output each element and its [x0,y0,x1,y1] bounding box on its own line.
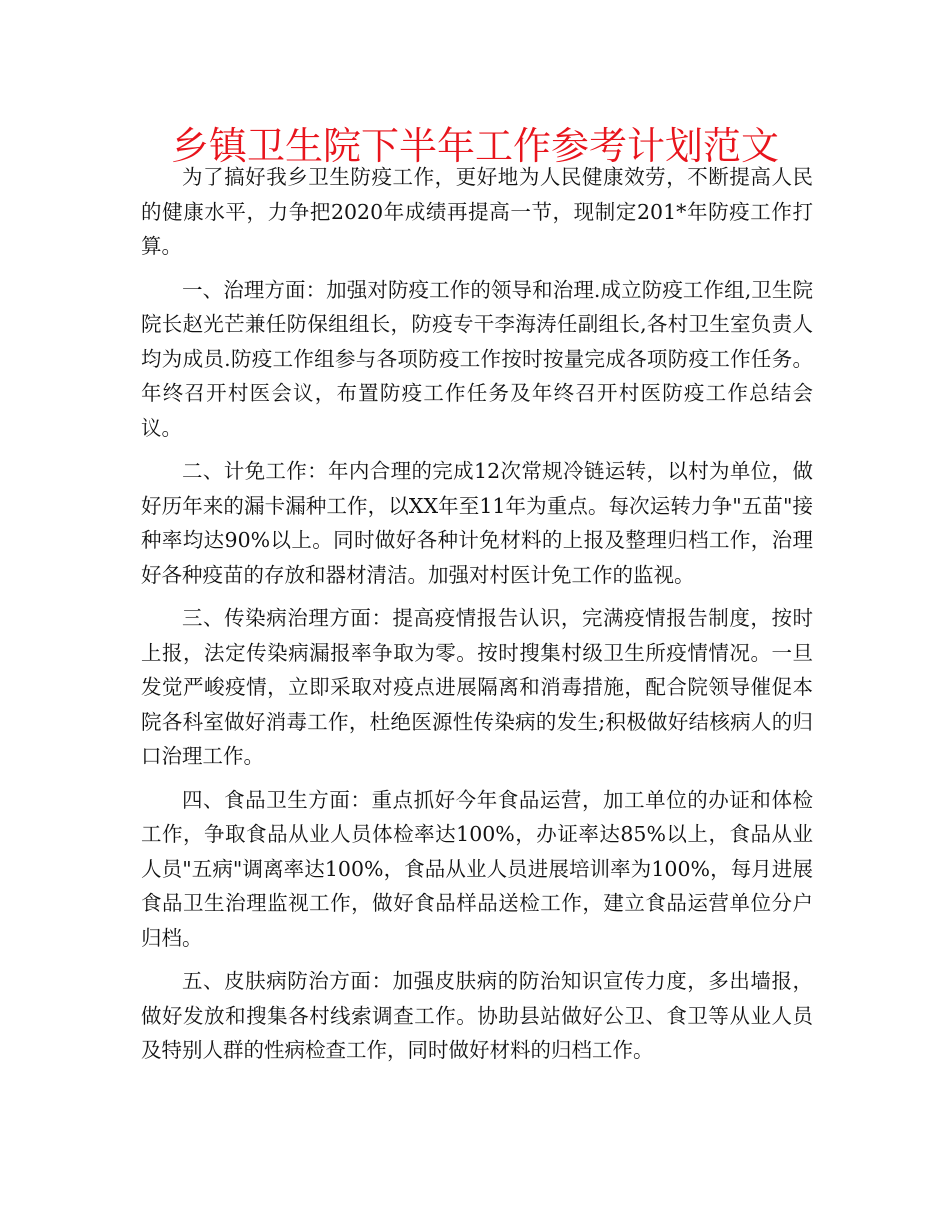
paragraph-management: 一、治理方面：加强对防疫工作的领导和治理.成立防疫工作组,卫生院院长赵光芒兼任防保组组长，防疫专干李海涛任副组长,各村卫生室负责人均为成员.防疫工作组参与各项防疫工作按时按量完成各项防疫工作任务。年终召开村医会议，布置防疫工作任务及年终召开村医防疫工作总结会议。 [141,277,813,440]
document-body [141,160,813,1077]
paragraph-infectious-disease: 三、传染病治理方面：提高疫情报告认识，完满疫情报告制度，按时上报，法定传染病漏报率争取为零。按时搜集村级卫生所疫情情况。一旦发觉严峻疫情，立即采取对疫点进展隔离和消毒措施，配合院领导催促本院各科室做好消毒工作，杜绝医源性传染病的发生;积极做好结核病人的归口治理工作。 [141,606,813,768]
paragraph-skin-disease: 五、皮肤病防治方面：加强皮肤病的防治知识宣传力度，多出墙报，做好发放和搜集各村线索调查工作。协助县站做好公卫、食卫等从业人员及特别人群的性病检查工作，同时做好材料的归档工作。 [141,969,813,1062]
document-title: 乡镇卫生院下半年工作参考计划范文 [170,124,779,168]
paragraph-intro: 为了搞好我乡卫生防疫工作，更好地为人民健康效劳，不断提高人民的健康水平，力争把2020年成绩再提高一节，现制定201*年防疫工作打算。 [141,165,813,258]
paragraph-immunization: 二、计免工作：年内合理的完成12次常规冷链运转，以村为单位，做好历年来的漏卡漏种工作，以XX年至11年为重点。每次运转力争"五苗"接种率均达90%以上。同时做好各种计免材料的上报及整理归档工作，治理好各种疫苗的存放和器材清洁。加强对村医计免工作的监视。 [141,459,813,587]
paragraph-food-hygiene: 四、食品卫生方面：重点抓好今年食品运营，加工单位的办证和体检工作，争取食品从业人员体检率达100%，办证率达85%以上，食品从业人员"五病"调离率达100%，食品从业人员进展培训率为100%，每月进展食品卫生治理监视工作，做好食品样品送检工作，建立食品运营单位分户归档。 [141,787,813,950]
